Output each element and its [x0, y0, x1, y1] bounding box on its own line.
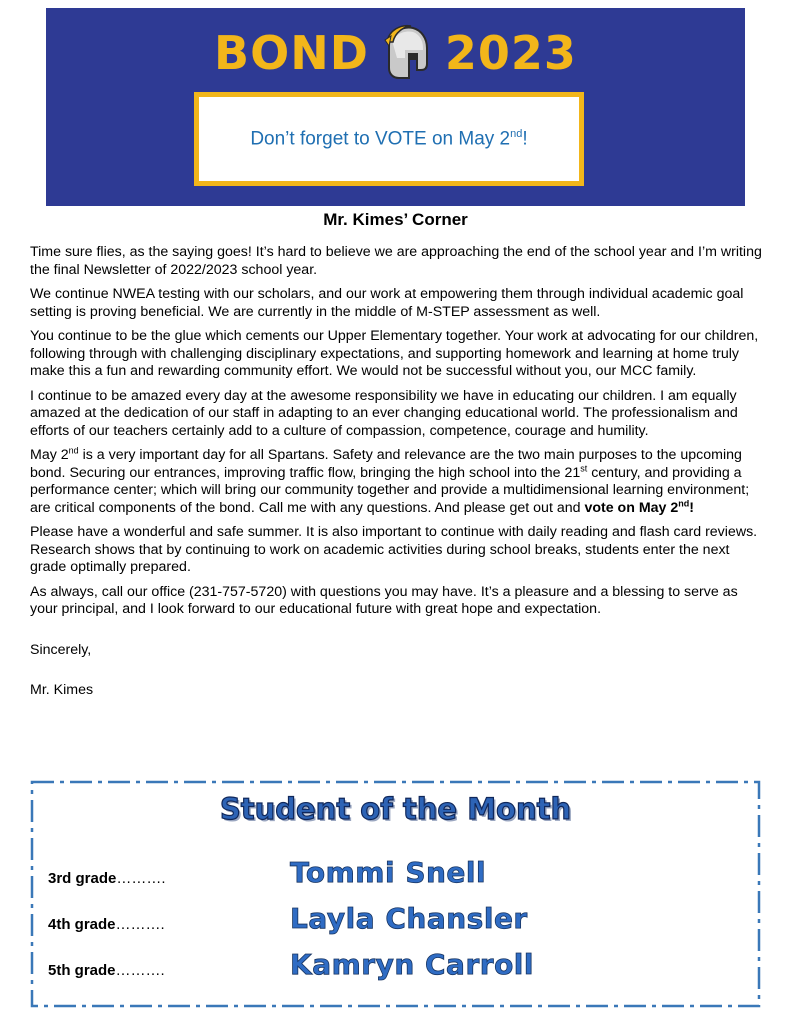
grade-row	[48, 902, 748, 942]
paragraph: You continue to be the glue which cements our Upper Elementary together. Your work at advocating for our children, following through with challenging disciplinary expectations, and supporting homework and learning at home truly make this a fun and rewarding community effort. We would not be successful without you, our MCC family.	[30, 328, 759, 379]
article-heading: Mr. Kimes’ Corner	[323, 210, 468, 229]
paragraph: We continue NWEA testing with our scholars, and our work at empowering them through individual academic goal setting is proving beneficial. We are currently in the middle of M-STEP assessment as well.	[30, 286, 744, 320]
banner-word-bond: BOND	[214, 26, 369, 80]
banner-word-year: 2023	[444, 26, 577, 80]
grade-label: 3rd grade……….	[48, 870, 166, 887]
grade-label: 5th grade……….	[48, 962, 165, 979]
spartan-helmet-icon	[383, 24, 431, 82]
student-name: Kamryn Carroll	[290, 948, 535, 981]
paragraph: Time sure flies, as the saying goes! It’s hard to believe we are approaching the end of the school year and I’m writing the final Newsletter of 2022/2023 school year.	[30, 244, 762, 278]
student-of-month-title: Student of the Month	[219, 792, 572, 826]
paragraph: As always, call our office (231-757-5720) with questions you may have. It’s a pleasure and a blessing to serve as your principal, and I look forward to our educational future with great hope and expectation.	[30, 583, 738, 617]
student-of-month-box	[30, 780, 761, 1008]
grade-row	[48, 948, 748, 988]
vote-reminder-text: Don’t forget to VOTE on May 2nd!	[250, 127, 528, 150]
student-name: Tommi Snell	[290, 856, 487, 889]
student-name: Layla Chansler	[290, 902, 528, 935]
principal-letter	[30, 244, 765, 707]
grade-label: 4th grade……….	[48, 916, 165, 933]
banner-title	[46, 18, 745, 88]
paragraph: Please have a wonderful and safe summer. It is also important to continue with daily reading and flash card reviews. Research shows that by continuing to work on academic activities during school breaks, students enter the next grade optimally prepared.	[30, 524, 758, 575]
vote-reminder-box	[194, 92, 584, 186]
paragraph: I continue to be amazed every day at the awesome responsibility we have in educating our children. I am equally amazed at the dedication of our staff in adapting to an ever changing educational world. The professionalism and efforts of our teachers certainly add to a culture of compassion, competence, courage and humility.	[30, 387, 738, 439]
closing: Sincerely,	[30, 641, 92, 658]
grade-row	[48, 856, 748, 896]
paragraph-bond: May 2nd is a very important day for all Spartans. Safety and relevance are the two main purposes to the upcoming bond. Securing our entrances, improving traffic flow, bringing the high school into the 21st century, and providing a performance center; which will bring our community together and provide a multidimensional learning environment; are critical components of the bond. Call me with any questions. And please get out and vote on May 2nd!	[30, 445, 750, 516]
bond-banner	[46, 8, 745, 206]
signature: Mr. Kimes	[30, 682, 94, 698]
